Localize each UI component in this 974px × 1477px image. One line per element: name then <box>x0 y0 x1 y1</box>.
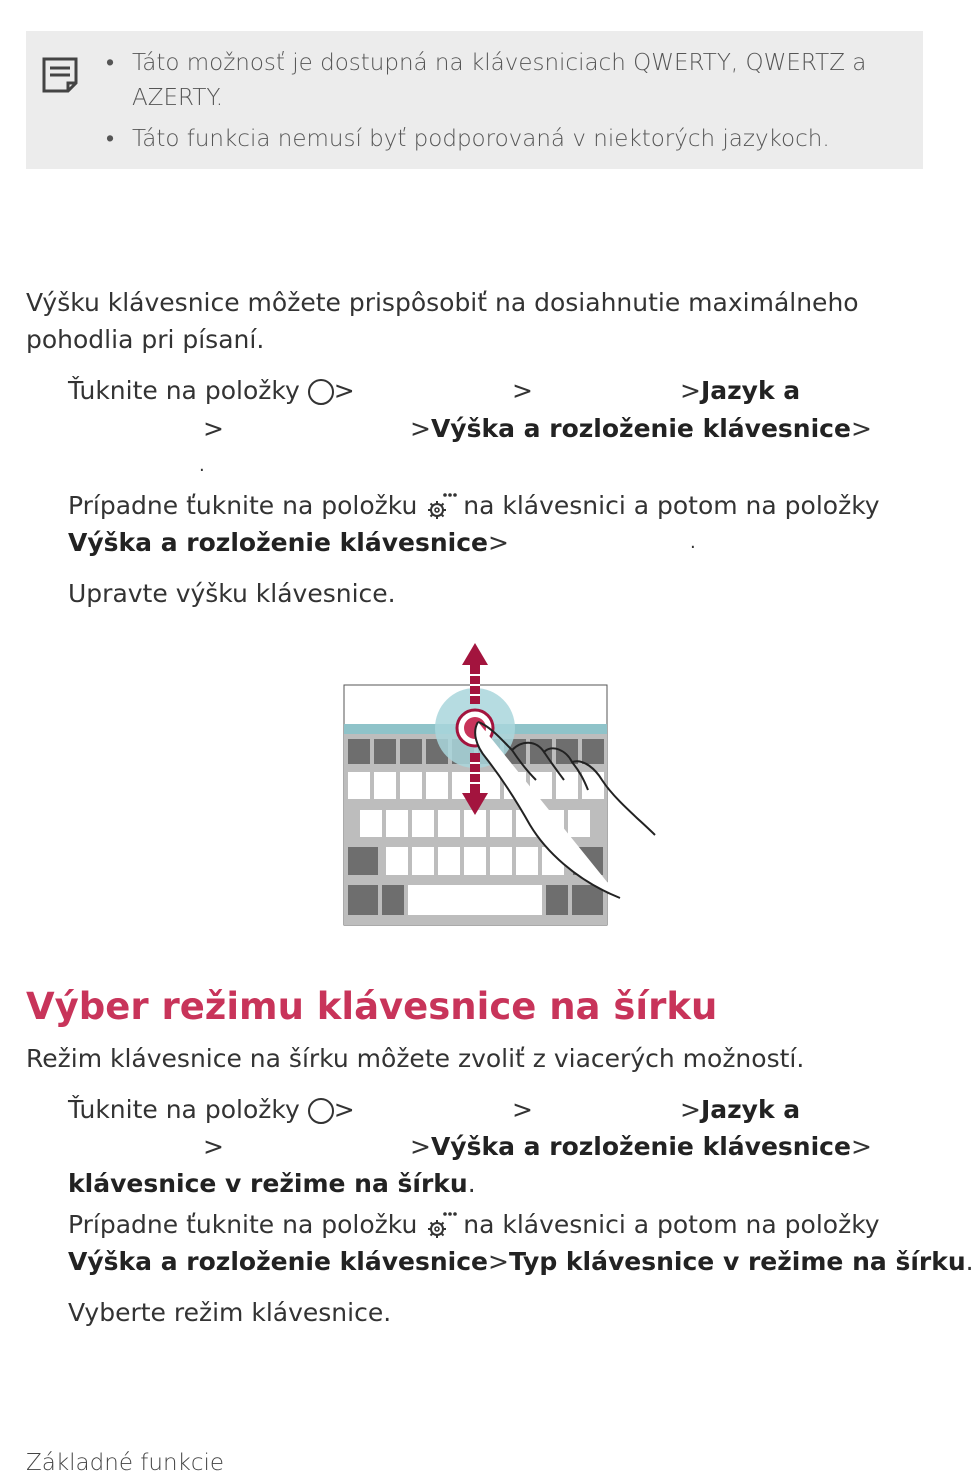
step4-text: Vyberte režim klávesnice. <box>68 1298 392 1327</box>
step3-alt-line-1: Prípadne ťuknite na položku na klávesnici a potom na položky <box>68 1210 880 1239</box>
step1-sep-3: > <box>203 414 224 443</box>
step3-sep-2: > <box>512 1095 533 1124</box>
step3-height-layout: >Výška a rozloženie klávesnice> <box>410 1132 872 1161</box>
note-line-2: AZERTY. <box>132 85 224 111</box>
note-icon <box>40 55 84 99</box>
step3-lang: >Jazyk a <box>680 1095 801 1124</box>
step3-tail: klávesnice v režime na šírku. <box>68 1169 476 1198</box>
settings-gear-icon <box>425 492 455 522</box>
step1-line-1: Ťuknite na položky > <box>68 376 355 405</box>
step1-alt-line-1: Prípadne ťuknite na položku na klávesnici a potom na položky <box>68 491 880 520</box>
step3-line-1: Ťuknite na položky > <box>68 1095 355 1124</box>
step2-text: Upravte výšku klávesnice. <box>68 579 396 608</box>
footer-section-label: Základné funkcie <box>26 1450 225 1476</box>
section-intro: Režim klávesnice na šírku môžete zvoliť z viacerých možností. <box>26 1044 805 1073</box>
note-line-1: • Táto možnosť je dostupná na klávesniciach QWERTY, QWERTZ a <box>106 50 867 76</box>
step1-sep-2: > <box>512 376 533 405</box>
keyboard-illustration <box>340 640 660 930</box>
settings-gear-icon <box>425 1211 455 1241</box>
section-title: Výber režimu klávesnice na šírku <box>26 985 718 1028</box>
step3-alt-line-2: Výška a rozloženie klávesnice>Typ klávesnice v režime na šírku. <box>68 1247 974 1276</box>
home-circle-icon <box>308 379 334 405</box>
step1-lang: >Jazyk a <box>680 376 801 405</box>
step1-height-layout: >Výška a rozloženie klávesnice> <box>410 414 872 443</box>
step3-sep-3: > <box>203 1132 224 1161</box>
home-circle-icon <box>308 1098 334 1124</box>
intro-line-2: pohodlia pri písaní. <box>26 325 265 354</box>
step1-period: . <box>199 455 205 476</box>
step1-alt-line-2: Výška a rozloženie klávesnice> <box>68 528 509 557</box>
step1-alt-period: . <box>690 532 696 553</box>
note-line-3: • Táto funkcia nemusí byť podporovaná v niektorých jazykoch. <box>106 126 830 152</box>
intro-line-1: Výšku klávesnice môžete prispôsobiť na dosiahnutie maximálneho <box>26 288 859 317</box>
